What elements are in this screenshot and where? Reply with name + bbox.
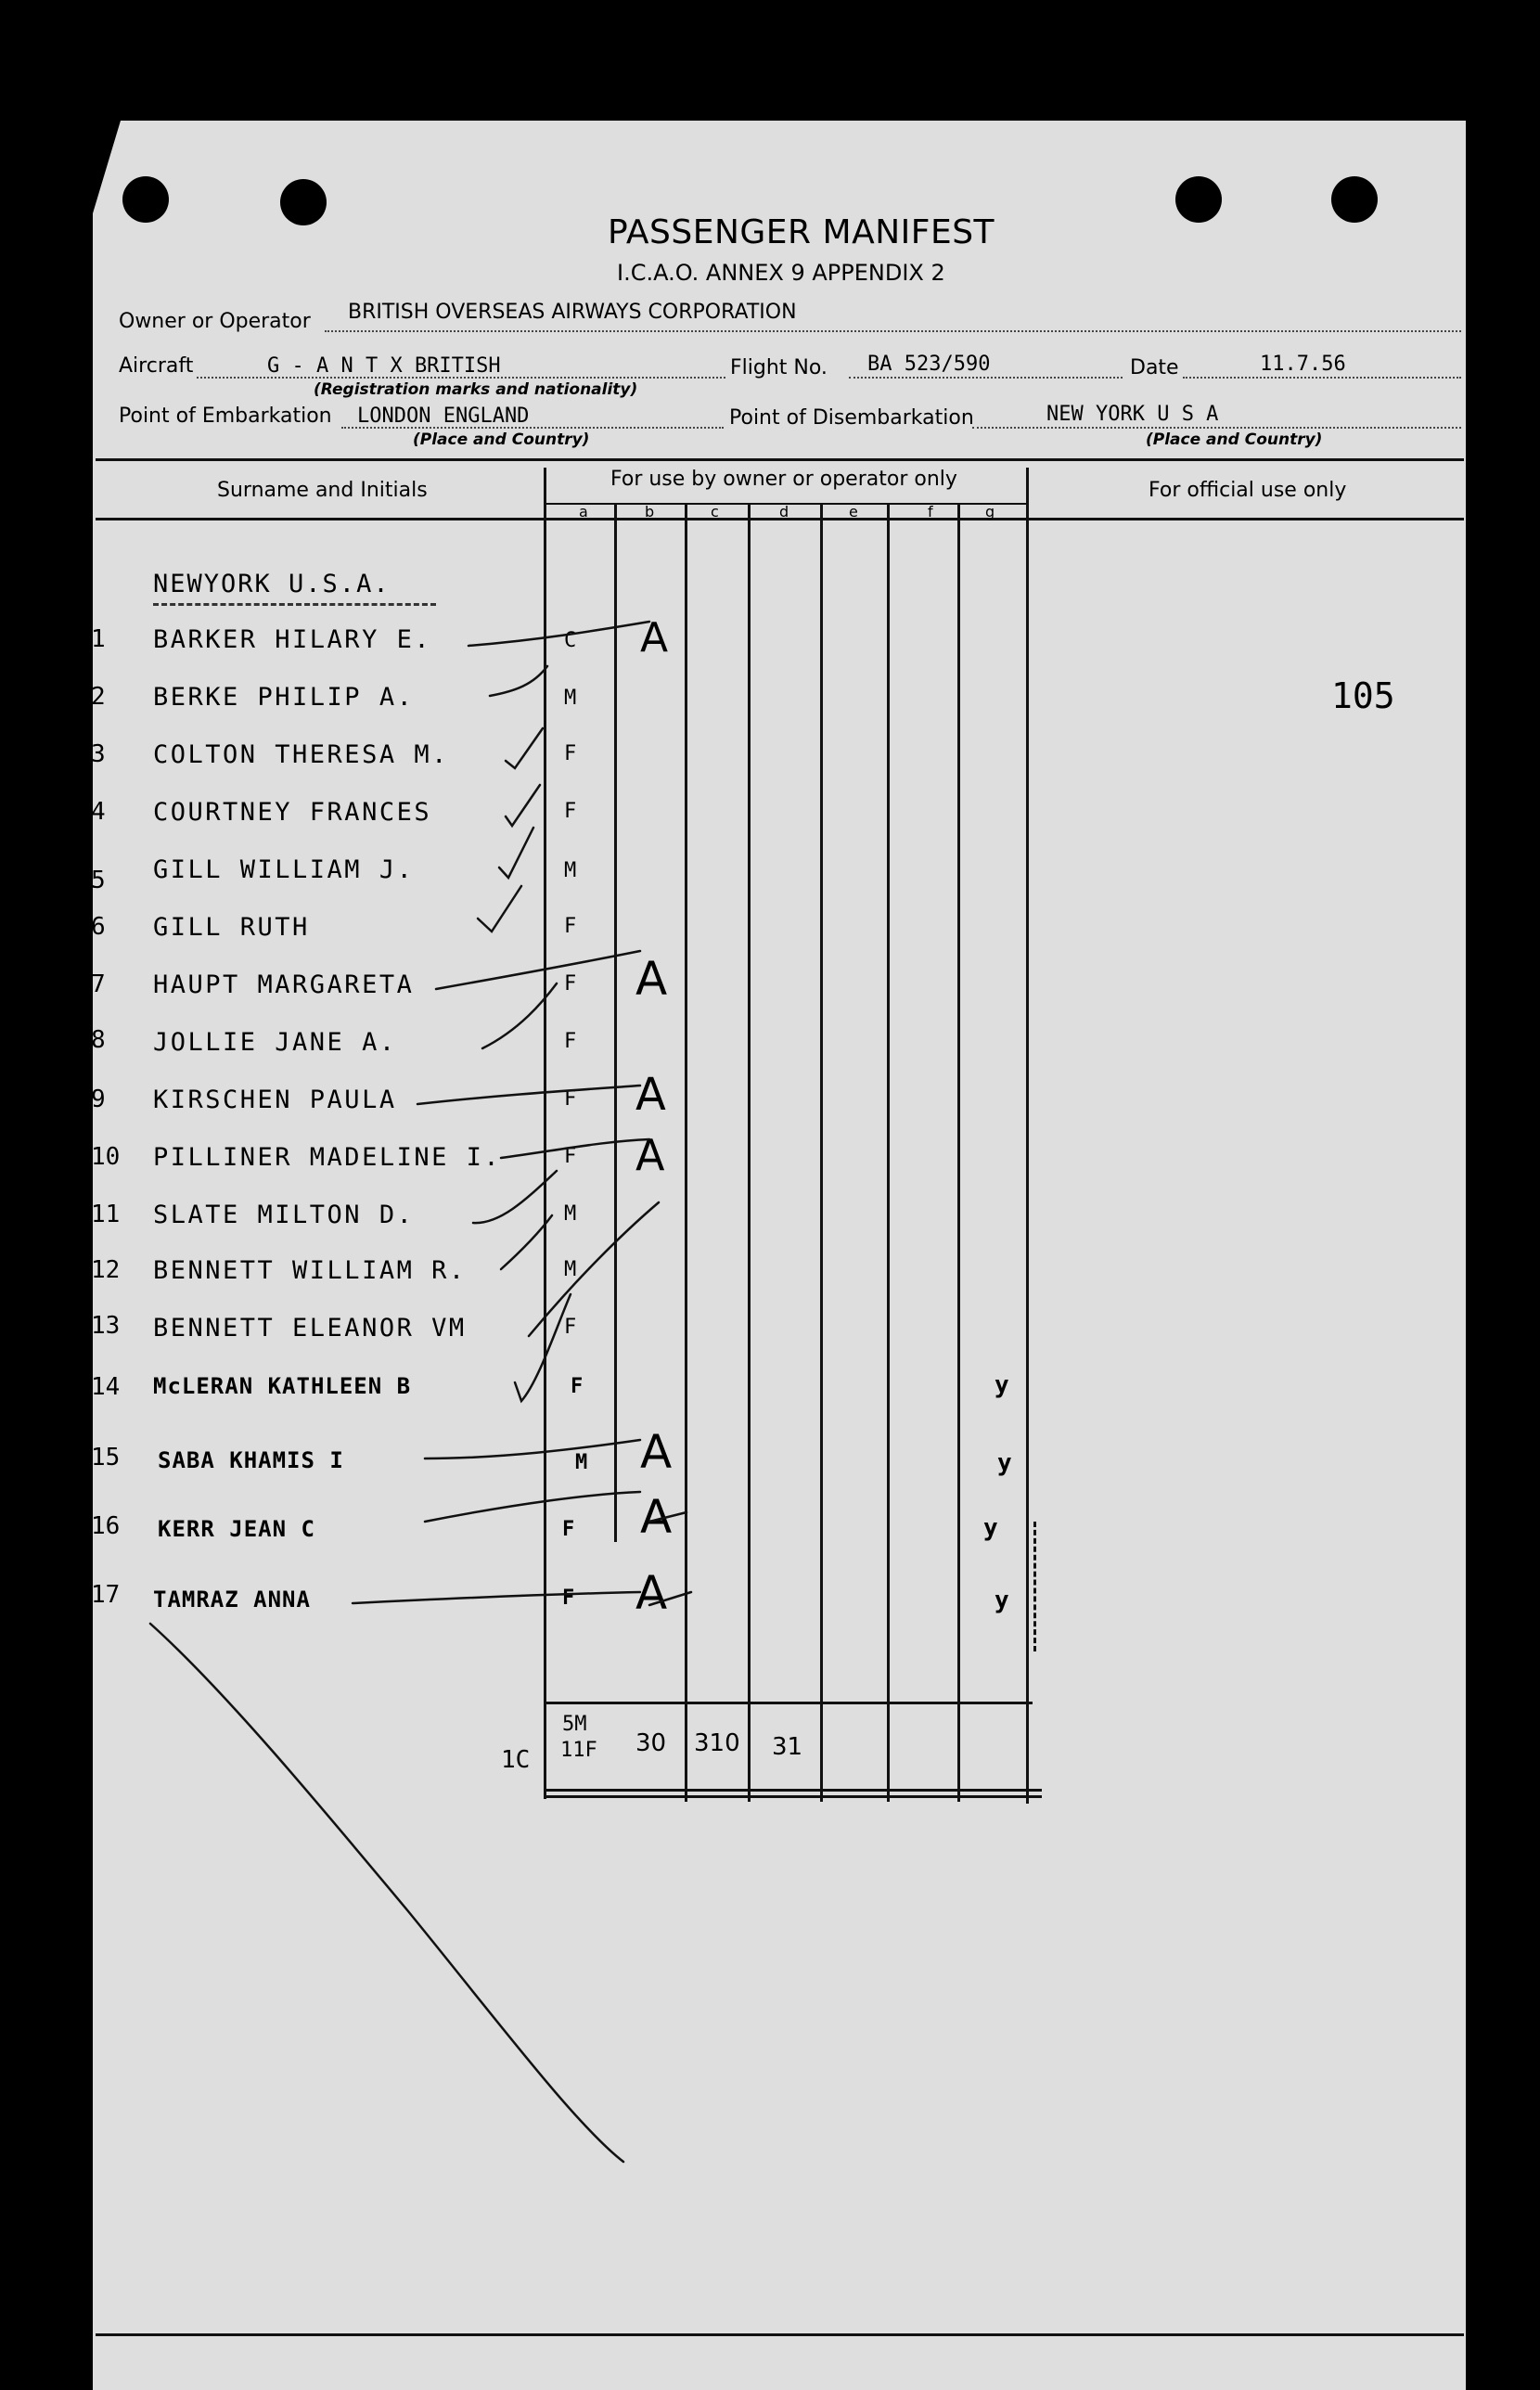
page-subtitle: I.C.A.O. ANNEX 9 APPENDIX 2 [617,260,945,286]
aircraft-label: Aircraft [119,354,194,378]
mark-b: A [640,1490,673,1544]
row-number: 13 [91,1312,121,1340]
check-row-11 [473,1171,557,1223]
passenger-name: COLTON THERESA M. [153,740,449,769]
mark-b: A [635,1069,666,1121]
mark-b: A [635,1566,668,1620]
date-value: 11.7.56 [1260,353,1346,376]
row-number: 16 [91,1512,121,1540]
row-number: 9 [91,1086,106,1113]
official-number: 105 [1331,675,1395,716]
strike-row-16-tail [649,1512,687,1522]
col-g-mark: y [995,1371,1009,1399]
check-row-13 [529,1202,659,1336]
totals-d: 31 [772,1733,803,1761]
totals-a-bottom: 11F [560,1739,597,1762]
check-row-14 [515,1294,571,1401]
passenger-sex: F [564,1316,577,1339]
subcol-a: a [579,503,588,520]
passenger-sex: M [564,1258,577,1281]
col-operator-header: For use by owner or operator only [610,468,957,491]
embarkation-caption: (Place and Country) [413,430,590,449]
embarkation-value: LONDON ENGLAND [357,405,530,428]
row-number: 11 [91,1201,121,1228]
aircraft-caption: (Registration marks and nationality) [314,380,638,399]
strike-row-1 [468,622,649,646]
passenger-name: KIRSCHEN PAULA [153,1086,397,1114]
row-number: 15 [91,1444,121,1471]
passenger-name: McLERAN KATHLEEN B [153,1373,412,1399]
passenger-sex: M [564,859,577,882]
mark-b: A [635,952,668,1006]
passenger-sex: M [575,1451,588,1474]
passenger-name: BERKE PHILIP A. [153,683,415,712]
totals-b: 30 [635,1729,667,1757]
check-row-2 [490,666,547,696]
owner-label: Owner or Operator [119,310,311,333]
mark-b: A [640,614,669,662]
subcol-e: e [849,503,858,520]
row-number: 2 [91,683,106,711]
passenger-sex: F [564,1087,577,1111]
totals-c: 310 [694,1729,740,1757]
subcol-b: b [645,503,655,520]
row-number: 5 [91,867,106,894]
strike-row-7 [436,951,640,989]
diagonal-cancel-stroke [150,1624,623,2162]
subcol-d: d [779,503,789,520]
check-row-3 [506,728,543,768]
passenger-sex: F [562,1587,575,1610]
passenger-name: COURTNEY FRANCES [153,798,432,827]
row-number: 12 [91,1256,121,1284]
flight-label: Flight No. [730,356,828,379]
row-number: 17 [91,1581,121,1609]
strike-row-17 [353,1592,640,1603]
passenger-sex: F [564,915,577,938]
col-official-header: For official use only [1149,479,1347,502]
date-label: Date [1130,356,1179,379]
check-row-4 [506,785,540,826]
strike-row-10 [501,1139,649,1158]
strike-row-15 [425,1440,640,1458]
disembarkation-value: NEW YORK U S A [1046,403,1219,426]
passenger-sex: F [564,972,577,996]
row-number: 3 [91,740,106,768]
passenger-name: BARKER HILARY E. [153,625,432,654]
passenger-name: SLATE MILTON D. [153,1201,415,1229]
passenger-name: BENNETT ELEANOR VM [153,1314,467,1343]
subcol-g: g [985,503,995,520]
row-number: 8 [91,1026,106,1054]
row-number: 1 [91,625,106,653]
passenger-sex: F [564,742,577,765]
totals-label: 1C [501,1746,531,1774]
col-surname-header: Surname and Initials [217,479,428,502]
disembarkation-label: Point of Disembarkation [729,406,974,430]
passenger-name: PILLINER MADELINE I. [153,1143,502,1172]
flight-value: BA 523/590 [867,353,991,376]
passenger-name: HAUPT MARGARETA [153,970,415,999]
passenger-sex: F [562,1518,575,1541]
subcol-c: c [711,503,719,520]
passenger-sex: F [571,1375,584,1398]
col-g-mark: y [983,1514,998,1542]
check-row-8 [482,983,557,1048]
subcol-f: f [928,503,933,520]
passenger-sex: F [564,800,577,823]
passenger-sex: M [564,1202,577,1226]
destination-heading: NEWYORK U.S.A. [153,570,391,598]
col-g-mark: y [997,1449,1012,1477]
totals-a-top: 5M [562,1713,587,1736]
page-title: PASSENGER MANIFEST [608,213,995,251]
passenger-name: KERR JEAN C [158,1516,315,1542]
row-number: 10 [91,1143,121,1171]
owner-value: BRITISH OVERSEAS AIRWAYS CORPORATION [348,301,797,324]
row-number: 4 [91,798,106,826]
passenger-name: BENNETT WILLIAM R. [153,1256,467,1285]
passenger-name: JOLLIE JANE A. [153,1028,397,1057]
mark-b: A [635,1130,665,1180]
passenger-name: GILL WILLIAM J. [153,855,415,884]
check-row-12 [501,1215,552,1269]
passenger-sex: F [564,1030,577,1053]
strike-row-17-tail [649,1592,691,1605]
row-number: 7 [91,970,106,998]
row-number: 6 [91,913,106,941]
passenger-name: TAMRAZ ANNA [153,1587,311,1613]
passenger-sex: C [564,629,577,652]
strike-row-9 [417,1086,640,1104]
passenger-name: SABA KHAMIS I [158,1447,344,1473]
aircraft-value: G - A N T X BRITISH [267,354,501,378]
check-row-6 [478,886,521,932]
disembarkation-caption: (Place and Country) [1146,430,1323,449]
check-row-5 [499,828,533,878]
row-number: 14 [91,1373,121,1401]
strike-row-16 [425,1492,640,1522]
passenger-sex: M [564,687,577,710]
passenger-name: GILL RUTH [153,913,310,942]
passenger-sex: F [564,1145,577,1168]
mark-b: A [640,1425,673,1479]
embarkation-label: Point of Embarkation [119,405,332,428]
col-g-mark: y [995,1587,1009,1614]
